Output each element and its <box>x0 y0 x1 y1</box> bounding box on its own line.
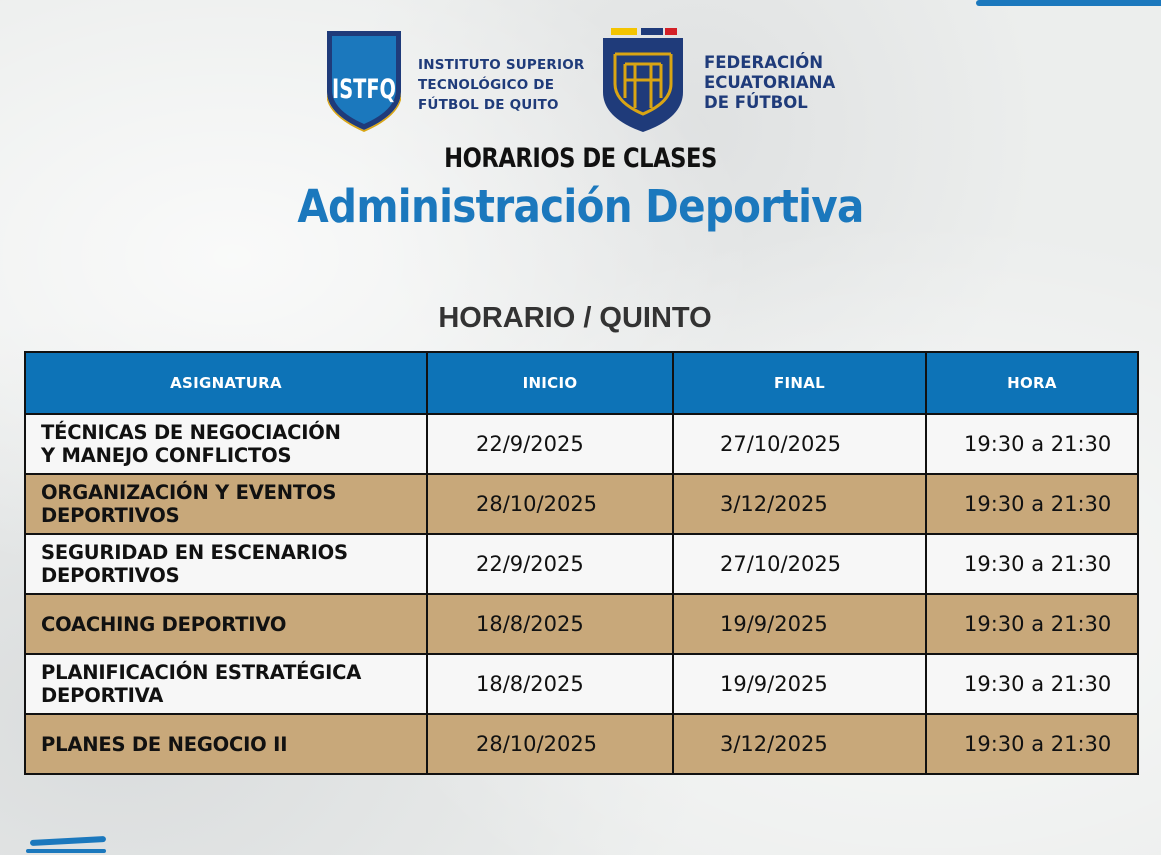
fef-shield-logo <box>601 28 685 132</box>
cell-final: 19/9/2025 <box>673 594 926 654</box>
table-row <box>25 594 1138 654</box>
fef-name-line-3: DE FÚTBOL <box>704 93 808 112</box>
cell-asignatura: PLANIFICACIÓN ESTRATÉGICA DEPORTIVA <box>25 654 427 714</box>
decorative-brush-stroke-bottom-2 <box>26 849 106 853</box>
section-heading: HORARIO / QUINTO <box>438 302 712 334</box>
cell-final: 3/12/2025 <box>673 714 926 774</box>
cell-hora: 19:30 a 21:30 <box>926 594 1138 654</box>
cell-asignatura: SEGURIDAD EN ESCENARIOS DEPORTIVOS <box>25 534 427 594</box>
cell-hora: 19:30 a 21:30 <box>926 474 1138 534</box>
cell-final: 27/10/2025 <box>673 534 926 594</box>
schedule-table <box>24 351 1139 775</box>
schedule-subtitle: HORARIOS DE CLASES <box>444 143 717 174</box>
istfq-name-line-1: INSTITUTO SUPERIOR <box>418 57 585 73</box>
decorative-brush-stroke-bottom <box>30 836 106 846</box>
fef-name-line-1: FEDERACIÓN <box>704 53 824 72</box>
cell-inicio: 28/10/2025 <box>427 714 673 774</box>
table-row <box>25 474 1138 534</box>
istfq-shield-logo <box>324 28 404 132</box>
cell-hora: 19:30 a 21:30 <box>926 414 1138 474</box>
svg-text:ISTFQ: ISTFQ <box>332 74 396 105</box>
column-header-hora: HORA <box>926 352 1138 414</box>
istfq-name-line-2: TECNOLÓGICO DE <box>418 77 555 93</box>
fef-federation-name <box>704 53 835 113</box>
cell-inicio: 28/10/2025 <box>427 474 673 534</box>
cell-inicio: 22/9/2025 <box>427 414 673 474</box>
cell-inicio: 18/8/2025 <box>427 594 673 654</box>
cell-hora: 19:30 a 21:30 <box>926 654 1138 714</box>
cell-asignatura: COACHING DEPORTIVO <box>25 594 427 654</box>
istfq-institution-name <box>418 55 585 115</box>
istfq-name-line-3: FÚTBOL DE QUITO <box>418 97 559 113</box>
cell-hora: 19:30 a 21:30 <box>926 534 1138 594</box>
cell-inicio: 22/9/2025 <box>427 534 673 594</box>
cell-inicio: 18/8/2025 <box>427 654 673 714</box>
cell-asignatura: ORGANIZACIÓN Y EVENTOS DEPORTIVOS <box>25 474 427 534</box>
decorative-brush-stroke-top <box>976 0 1161 6</box>
column-header-final: FINAL <box>673 352 926 414</box>
cell-final: 27/10/2025 <box>673 414 926 474</box>
cell-hora: 19:30 a 21:30 <box>926 714 1138 774</box>
table-row <box>25 414 1138 474</box>
table-row <box>25 714 1138 774</box>
cell-final: 3/12/2025 <box>673 474 926 534</box>
table-header-row <box>25 352 1138 414</box>
table-row <box>25 534 1138 594</box>
program-title: Administración Deportiva <box>297 180 864 233</box>
cell-asignatura: PLANES DE NEGOCIO II <box>25 714 427 774</box>
column-header-asignatura: ASIGNATURA <box>25 352 427 414</box>
cell-final: 19/9/2025 <box>673 654 926 714</box>
table-row <box>25 654 1138 714</box>
fef-name-line-2: ECUATORIANA <box>704 73 836 92</box>
cell-asignatura: TÉCNICAS DE NEGOCIACIÓN Y MANEJO CONFLICTOS <box>25 414 427 474</box>
column-header-inicio: INICIO <box>427 352 673 414</box>
